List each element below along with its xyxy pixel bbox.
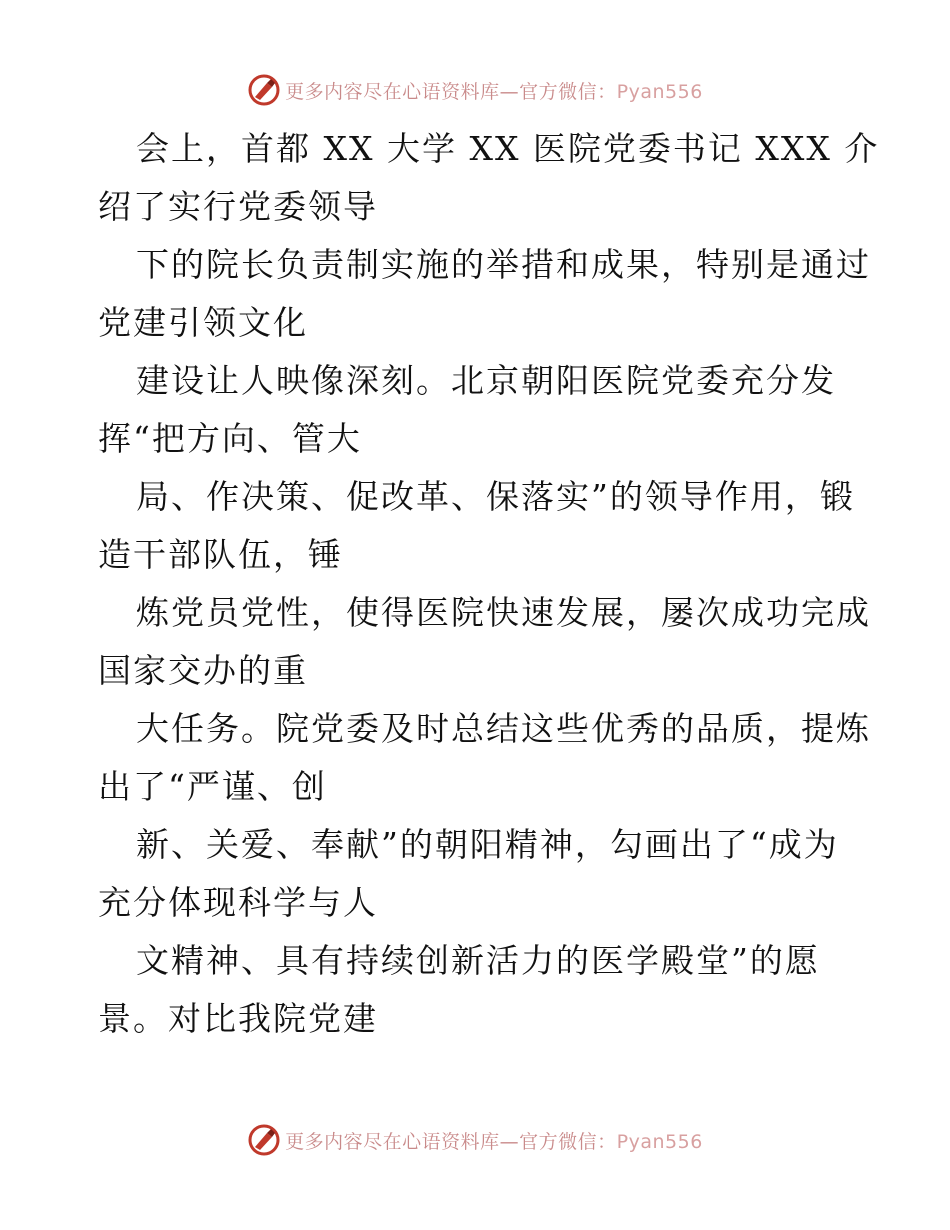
text-line: 景。对比我院党建 — [98, 999, 378, 1038]
text-line: 局、作决策、促改革、保落实”的领导作用，锻 — [136, 477, 855, 516]
watermark-text: 更多内容尽在心语资料库—官方微信：Pyan556 — [285, 80, 703, 103]
text-line: 炼党员党性，使得医院快速发展，屡次成功完成 — [136, 593, 871, 632]
watermark-logo-icon — [247, 73, 281, 107]
text-line: 新、关爱、奉献”的朝阳精神，勾画出了“成为 — [136, 825, 839, 864]
text-line: 绍了实行党委领导 — [98, 187, 378, 226]
text-line: 大任务。院党委及时总结这些优秀的品质，提炼 — [136, 709, 871, 748]
header-watermark — [0, 70, 950, 110]
text-line: 出了“严谨、创 — [98, 767, 327, 806]
text-line: 建设让人映像深刻。北京朝阳医院党委充分发 — [136, 361, 836, 400]
watermark-logo-icon — [247, 1123, 281, 1157]
text-line: 挥“把方向、管大 — [98, 419, 362, 458]
text-line: 党建引领文化 — [98, 303, 308, 342]
document-body — [98, 120, 880, 1048]
text-line: 充分体现科学与人 — [98, 883, 378, 922]
text-line: 造干部队伍，锤 — [98, 535, 343, 574]
text-line: 下的院长负责制实施的举措和成果，特别是通过 — [136, 245, 871, 284]
text-line: 会上，首都 XX 大学 XX 医院党委书记 XXX 介 — [136, 129, 880, 168]
footer-watermark — [0, 1120, 950, 1160]
text-line: 国家交办的重 — [98, 651, 308, 690]
watermark-text: 更多内容尽在心语资料库—官方微信：Pyan556 — [285, 1130, 703, 1153]
text-line: 文精神、具有持续创新活力的医学殿堂”的愿 — [136, 941, 820, 980]
